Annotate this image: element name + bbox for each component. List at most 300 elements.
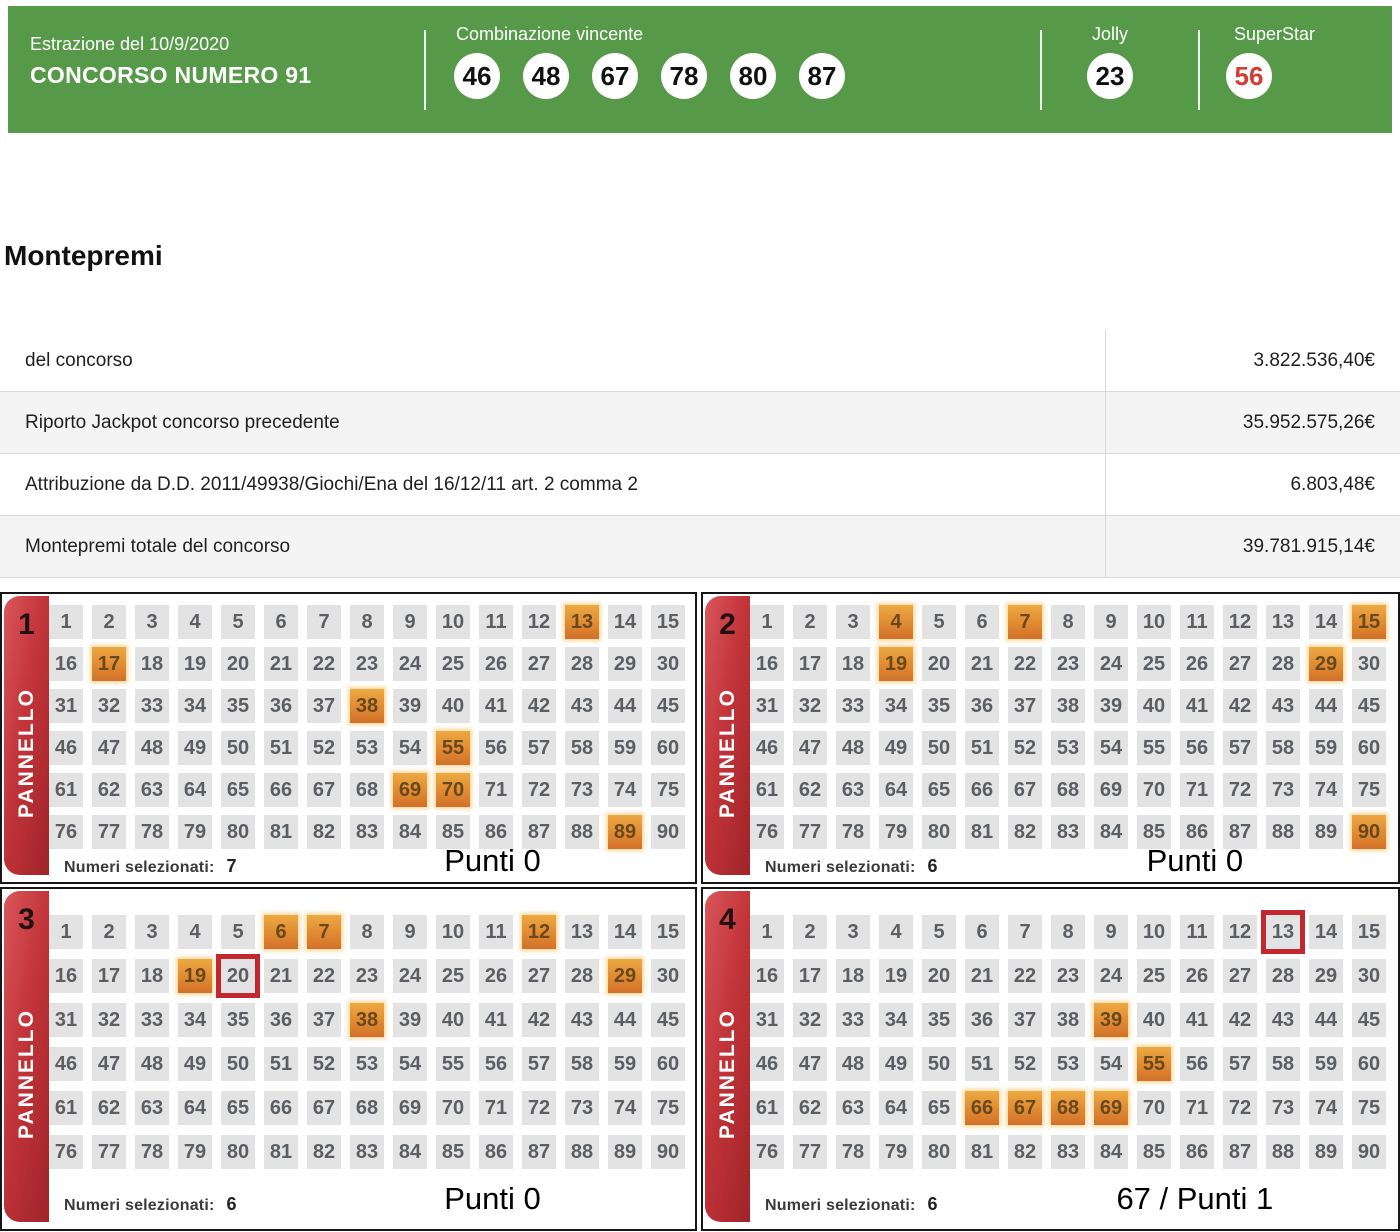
number-cell: 36 xyxy=(965,1003,999,1037)
number-cell: 13 xyxy=(1266,915,1300,949)
number-cell: 45 xyxy=(1352,1003,1386,1037)
number-cell: 56 xyxy=(1180,731,1214,765)
number-cell: 4 xyxy=(879,915,913,949)
number-cell: 69 xyxy=(393,773,427,807)
number-cell: 28 xyxy=(565,959,599,993)
number-cell: 53 xyxy=(1051,1047,1085,1081)
number-cell: 42 xyxy=(1223,689,1257,723)
number-cell: 33 xyxy=(836,1003,870,1037)
number-cell: 23 xyxy=(1051,959,1085,993)
number-cell: 31 xyxy=(49,689,83,723)
number-cell: 24 xyxy=(393,647,427,681)
number-grid xyxy=(750,915,1386,1169)
number-cell: 50 xyxy=(922,731,956,765)
number-grid xyxy=(750,605,1386,849)
number-cell: 83 xyxy=(350,1135,384,1169)
number-cell: 24 xyxy=(1094,647,1128,681)
number-cell: 4 xyxy=(178,915,212,949)
number-cell: 31 xyxy=(750,689,784,723)
number-cell: 44 xyxy=(1309,689,1343,723)
number-cell: 54 xyxy=(1094,731,1128,765)
table-row xyxy=(0,330,1400,392)
number-cell: 27 xyxy=(522,647,556,681)
number-cell: 30 xyxy=(651,959,685,993)
number-cell: 87 xyxy=(1223,815,1257,849)
number-cell: 21 xyxy=(965,959,999,993)
table-row xyxy=(0,454,1400,516)
number-cell: 61 xyxy=(49,1091,83,1125)
number-cell: 26 xyxy=(479,959,513,993)
number-cell: 88 xyxy=(1266,815,1300,849)
number-cell: 12 xyxy=(1223,605,1257,639)
number-cell: 85 xyxy=(436,815,470,849)
number-cell: 17 xyxy=(92,647,126,681)
jolly-label: Jolly xyxy=(1091,24,1128,44)
number-cell: 23 xyxy=(350,959,384,993)
combination-label: Combinazione vincente xyxy=(456,24,644,44)
number-cell: 63 xyxy=(135,1091,169,1125)
number-cell: 86 xyxy=(1180,815,1214,849)
number-cell: 80 xyxy=(922,815,956,849)
number-cell: 46 xyxy=(750,731,784,765)
number-cell: 48 xyxy=(836,1047,870,1081)
number-cell: 27 xyxy=(1223,647,1257,681)
number-cell: 71 xyxy=(1180,1091,1214,1125)
number-cell: 67 xyxy=(307,773,341,807)
panel-ribbon xyxy=(4,891,49,1222)
jolly-block xyxy=(1065,24,1155,99)
number-cell: 80 xyxy=(221,815,255,849)
panel-ribbon-label: PANNELLO xyxy=(14,688,38,819)
number-cell: 77 xyxy=(793,815,827,849)
number-cell: 61 xyxy=(750,1091,784,1125)
number-cell: 46 xyxy=(49,731,83,765)
number-cell: 41 xyxy=(479,689,513,723)
number-cell: 49 xyxy=(879,1047,913,1081)
number-cell: 17 xyxy=(92,959,126,993)
number-cell: 48 xyxy=(135,731,169,765)
number-cell: 50 xyxy=(221,731,255,765)
selected-label: Numeri selezionati: xyxy=(64,1197,215,1214)
number-cell: 76 xyxy=(49,815,83,849)
number-cell: 75 xyxy=(651,1091,685,1125)
number-cell: 57 xyxy=(1223,731,1257,765)
number-cell: 62 xyxy=(92,773,126,807)
number-cell: 75 xyxy=(651,773,685,807)
number-cell: 12 xyxy=(1223,915,1257,949)
number-cell: 4 xyxy=(178,605,212,639)
number-cell: 10 xyxy=(436,915,470,949)
row-value: 39.781.915,14€ xyxy=(1105,516,1400,577)
number-cell: 22 xyxy=(1008,647,1042,681)
number-cell: 90 xyxy=(651,815,685,849)
number-cell: 3 xyxy=(836,605,870,639)
number-cell: 83 xyxy=(1051,1135,1085,1169)
number-cell: 69 xyxy=(1094,773,1128,807)
number-cell: 57 xyxy=(1223,1047,1257,1081)
number-cell: 49 xyxy=(879,731,913,765)
result-annotation: Punti 0 xyxy=(444,843,541,878)
number-cell: 70 xyxy=(1137,773,1171,807)
number-cell: 55 xyxy=(436,731,470,765)
number-cell: 43 xyxy=(565,689,599,723)
number-cell: 43 xyxy=(565,1003,599,1037)
number-cell: 82 xyxy=(1008,815,1042,849)
number-cell: 14 xyxy=(1309,605,1343,639)
number-cell: 14 xyxy=(1309,915,1343,949)
number-cell: 55 xyxy=(436,1047,470,1081)
selected-count: 6 xyxy=(226,1194,237,1214)
number-cell: 9 xyxy=(393,915,427,949)
number-cell: 16 xyxy=(750,647,784,681)
number-cell: 79 xyxy=(178,1135,212,1169)
number-cell: 81 xyxy=(965,815,999,849)
panel-footer xyxy=(765,843,1388,878)
number-cell: 21 xyxy=(965,647,999,681)
draw-date: Estrazione del 10/9/2020 xyxy=(30,34,230,54)
number-cell: 8 xyxy=(350,915,384,949)
number-cell: 15 xyxy=(651,605,685,639)
number-cell: 87 xyxy=(522,815,556,849)
number-cell: 74 xyxy=(1309,773,1343,807)
number-cell: 76 xyxy=(750,1135,784,1169)
number-cell: 14 xyxy=(608,915,642,949)
number-cell: 48 xyxy=(135,1047,169,1081)
number-cell: 32 xyxy=(793,1003,827,1037)
winning-ball: 87 xyxy=(799,53,845,99)
number-cell: 52 xyxy=(307,731,341,765)
number-cell: 78 xyxy=(135,1135,169,1169)
number-cell: 2 xyxy=(793,605,827,639)
number-cell: 71 xyxy=(479,773,513,807)
panel-number: 2 xyxy=(719,608,736,641)
panel-ribbon xyxy=(4,596,49,875)
number-cell: 82 xyxy=(307,815,341,849)
result-annotation: Punti 0 xyxy=(1146,843,1244,878)
number-cell: 81 xyxy=(264,815,298,849)
number-cell: 81 xyxy=(965,1135,999,1169)
number-cell: 11 xyxy=(479,605,513,639)
panel-4 xyxy=(701,887,1400,1231)
table-row xyxy=(0,516,1400,578)
selected-count: 6 xyxy=(927,856,938,876)
number-cell: 87 xyxy=(522,1135,556,1169)
number-cell: 80 xyxy=(221,1135,255,1169)
number-cell: 32 xyxy=(92,689,126,723)
number-cell: 17 xyxy=(793,959,827,993)
number-cell: 18 xyxy=(135,647,169,681)
number-cell: 70 xyxy=(436,1091,470,1125)
number-cell: 21 xyxy=(264,647,298,681)
panel-ribbon-label: PANNELLO xyxy=(715,688,739,819)
number-cell: 1 xyxy=(750,605,784,639)
number-cell: 38 xyxy=(350,689,384,723)
number-cell: 44 xyxy=(608,689,642,723)
number-cell: 58 xyxy=(565,731,599,765)
row-value: 6.803,48€ xyxy=(1105,454,1400,515)
number-cell: 74 xyxy=(608,773,642,807)
number-cell: 2 xyxy=(92,605,126,639)
number-cell: 89 xyxy=(608,1135,642,1169)
number-cell: 66 xyxy=(264,773,298,807)
number-cell: 41 xyxy=(1180,1003,1214,1037)
number-cell: 58 xyxy=(565,1047,599,1081)
number-cell: 39 xyxy=(1094,1003,1128,1037)
number-cell: 43 xyxy=(1266,689,1300,723)
number-cell: 1 xyxy=(49,915,83,949)
panel-1 xyxy=(0,592,697,884)
number-cell: 40 xyxy=(436,1003,470,1037)
number-cell: 15 xyxy=(1352,605,1386,639)
number-cell: 54 xyxy=(393,1047,427,1081)
number-cell: 69 xyxy=(1094,1091,1128,1125)
number-cell: 53 xyxy=(350,1047,384,1081)
number-cell: 66 xyxy=(264,1091,298,1125)
draw-header xyxy=(8,6,1392,133)
number-cell: 79 xyxy=(879,1135,913,1169)
number-cell: 4 xyxy=(879,605,913,639)
number-cell: 77 xyxy=(92,815,126,849)
superstar-ball: 56 xyxy=(1226,53,1272,99)
number-cell: 86 xyxy=(1180,1135,1214,1169)
number-cell: 13 xyxy=(565,915,599,949)
table-row xyxy=(0,392,1400,454)
number-cell: 88 xyxy=(1266,1135,1300,1169)
row-label: Riporto Jackpot concorso precedente xyxy=(25,411,340,433)
number-cell: 42 xyxy=(1223,1003,1257,1037)
number-cell: 45 xyxy=(651,689,685,723)
number-cell: 19 xyxy=(178,647,212,681)
number-cell: 41 xyxy=(479,1003,513,1037)
number-cell: 14 xyxy=(608,605,642,639)
number-cell: 90 xyxy=(1352,815,1386,849)
number-cell: 60 xyxy=(1352,731,1386,765)
number-cell: 33 xyxy=(135,1003,169,1037)
number-cell: 64 xyxy=(178,1091,212,1125)
number-cell: 18 xyxy=(836,647,870,681)
number-cell: 19 xyxy=(879,959,913,993)
number-cell: 16 xyxy=(49,647,83,681)
superstar-label: SuperStar xyxy=(1234,24,1316,44)
number-cell: 72 xyxy=(1223,773,1257,807)
number-cell: 30 xyxy=(1352,647,1386,681)
winning-balls xyxy=(454,53,845,99)
number-cell: 60 xyxy=(651,1047,685,1081)
number-cell: 10 xyxy=(436,605,470,639)
number-cell: 45 xyxy=(1352,689,1386,723)
number-cell: 64 xyxy=(879,773,913,807)
number-cell: 81 xyxy=(264,1135,298,1169)
number-cell: 3 xyxy=(135,605,169,639)
number-cell: 75 xyxy=(1352,1091,1386,1125)
number-cell: 20 xyxy=(922,647,956,681)
number-cell: 29 xyxy=(608,647,642,681)
number-cell: 5 xyxy=(922,605,956,639)
number-cell: 35 xyxy=(221,1003,255,1037)
number-cell: 35 xyxy=(221,689,255,723)
number-cell: 89 xyxy=(608,815,642,849)
number-cell: 30 xyxy=(1352,959,1386,993)
number-cell: 68 xyxy=(350,773,384,807)
number-cell: 49 xyxy=(178,731,212,765)
selected-label: Numeri selezionati: xyxy=(765,859,916,876)
number-cell: 24 xyxy=(1094,959,1128,993)
number-cell: 23 xyxy=(350,647,384,681)
number-cell: 46 xyxy=(750,1047,784,1081)
number-cell: 49 xyxy=(178,1047,212,1081)
number-cell: 20 xyxy=(221,959,255,993)
number-cell: 83 xyxy=(1051,815,1085,849)
number-cell: 6 xyxy=(965,915,999,949)
number-cell: 65 xyxy=(221,773,255,807)
number-cell: 64 xyxy=(178,773,212,807)
number-cell: 72 xyxy=(1223,1091,1257,1125)
number-cell: 7 xyxy=(307,915,341,949)
number-cell: 63 xyxy=(836,1091,870,1125)
number-cell: 37 xyxy=(307,1003,341,1037)
number-cell: 47 xyxy=(793,731,827,765)
number-cell: 12 xyxy=(522,605,556,639)
number-cell: 23 xyxy=(1051,647,1085,681)
row-label: del concorso xyxy=(25,349,133,371)
selected-count: 6 xyxy=(927,1194,938,1214)
superstar-block xyxy=(1226,24,1346,99)
number-cell: 52 xyxy=(1008,1047,1042,1081)
number-cell: 80 xyxy=(922,1135,956,1169)
number-cell: 89 xyxy=(1309,815,1343,849)
number-cell: 72 xyxy=(522,773,556,807)
panel-footer xyxy=(64,843,685,878)
number-cell: 79 xyxy=(178,815,212,849)
number-cell: 56 xyxy=(479,1047,513,1081)
row-label: Attribuzione da D.D. 2011/49938/Giochi/Ena del 16/12/11 art. 2 comma 2 xyxy=(25,473,638,495)
number-cell: 10 xyxy=(1137,605,1171,639)
number-cell: 52 xyxy=(1008,731,1042,765)
number-cell: 64 xyxy=(879,1091,913,1125)
header-divider xyxy=(424,30,426,110)
number-cell: 35 xyxy=(922,1003,956,1037)
panel-footer xyxy=(765,1181,1388,1216)
number-cell: 67 xyxy=(1008,1091,1042,1125)
number-cell: 9 xyxy=(393,605,427,639)
winning-ball: 46 xyxy=(454,53,500,99)
number-cell: 85 xyxy=(1137,1135,1171,1169)
number-cell: 55 xyxy=(1137,731,1171,765)
selected-label: Numeri selezionati: xyxy=(765,1197,916,1214)
number-cell: 78 xyxy=(836,815,870,849)
number-cell: 28 xyxy=(1266,647,1300,681)
number-cell: 51 xyxy=(264,731,298,765)
number-grid xyxy=(49,915,685,1169)
number-cell: 31 xyxy=(49,1003,83,1037)
header-divider xyxy=(1198,30,1200,110)
number-cell: 38 xyxy=(1051,1003,1085,1037)
number-cell: 41 xyxy=(1180,689,1214,723)
number-cell: 16 xyxy=(750,959,784,993)
number-cell: 84 xyxy=(393,815,427,849)
number-cell: 19 xyxy=(178,959,212,993)
number-cell: 62 xyxy=(92,1091,126,1125)
number-cell: 72 xyxy=(522,1091,556,1125)
number-cell: 56 xyxy=(1180,1047,1214,1081)
number-cell: 36 xyxy=(965,689,999,723)
number-cell: 47 xyxy=(793,1047,827,1081)
number-cell: 56 xyxy=(479,731,513,765)
number-cell: 1 xyxy=(750,915,784,949)
montepremi-table xyxy=(0,330,1400,578)
number-cell: 27 xyxy=(1223,959,1257,993)
number-cell: 17 xyxy=(793,647,827,681)
number-cell: 33 xyxy=(135,689,169,723)
number-cell: 71 xyxy=(479,1091,513,1125)
number-cell: 18 xyxy=(135,959,169,993)
result-annotation: 67 / Punti 1 xyxy=(1116,1181,1274,1216)
number-cell: 53 xyxy=(1051,731,1085,765)
number-cell: 68 xyxy=(1051,773,1085,807)
number-cell: 35 xyxy=(922,689,956,723)
number-cell: 38 xyxy=(350,1003,384,1037)
row-value: 35.952.575,26€ xyxy=(1105,392,1400,453)
number-cell: 63 xyxy=(135,773,169,807)
number-cell: 44 xyxy=(608,1003,642,1037)
number-cell: 76 xyxy=(49,1135,83,1169)
number-cell: 5 xyxy=(221,605,255,639)
number-cell: 40 xyxy=(436,689,470,723)
number-cell: 86 xyxy=(479,815,513,849)
panel-ribbon-label: PANNELLO xyxy=(715,1009,739,1140)
number-cell: 50 xyxy=(221,1047,255,1081)
number-cell: 77 xyxy=(92,1135,126,1169)
number-cell: 65 xyxy=(922,773,956,807)
number-cell: 20 xyxy=(922,959,956,993)
number-cell: 38 xyxy=(1051,689,1085,723)
number-cell: 19 xyxy=(879,647,913,681)
number-cell: 20 xyxy=(221,647,255,681)
number-cell: 25 xyxy=(1137,959,1171,993)
number-cell: 83 xyxy=(350,815,384,849)
number-cell: 65 xyxy=(221,1091,255,1125)
number-cell: 25 xyxy=(436,959,470,993)
number-cell: 6 xyxy=(264,915,298,949)
number-cell: 42 xyxy=(522,1003,556,1037)
number-cell: 40 xyxy=(1137,1003,1171,1037)
number-cell: 53 xyxy=(350,731,384,765)
number-cell: 45 xyxy=(651,1003,685,1037)
number-cell: 22 xyxy=(307,647,341,681)
number-cell: 2 xyxy=(793,915,827,949)
number-cell: 7 xyxy=(1008,605,1042,639)
number-cell: 21 xyxy=(264,959,298,993)
number-cell: 84 xyxy=(393,1135,427,1169)
number-cell: 71 xyxy=(1180,773,1214,807)
number-grid xyxy=(49,605,685,849)
winning-ball: 80 xyxy=(730,53,776,99)
number-cell: 70 xyxy=(1137,1091,1171,1125)
number-cell: 39 xyxy=(393,1003,427,1037)
number-cell: 60 xyxy=(651,731,685,765)
number-cell: 36 xyxy=(264,1003,298,1037)
number-cell: 8 xyxy=(1051,915,1085,949)
number-cell: 30 xyxy=(651,647,685,681)
number-cell: 44 xyxy=(1309,1003,1343,1037)
winning-ball: 67 xyxy=(592,53,638,99)
number-cell: 76 xyxy=(750,815,784,849)
number-cell: 39 xyxy=(1094,689,1128,723)
number-cell: 10 xyxy=(1137,915,1171,949)
number-cell: 46 xyxy=(49,1047,83,1081)
number-cell: 74 xyxy=(608,1091,642,1125)
number-cell: 84 xyxy=(1094,815,1128,849)
